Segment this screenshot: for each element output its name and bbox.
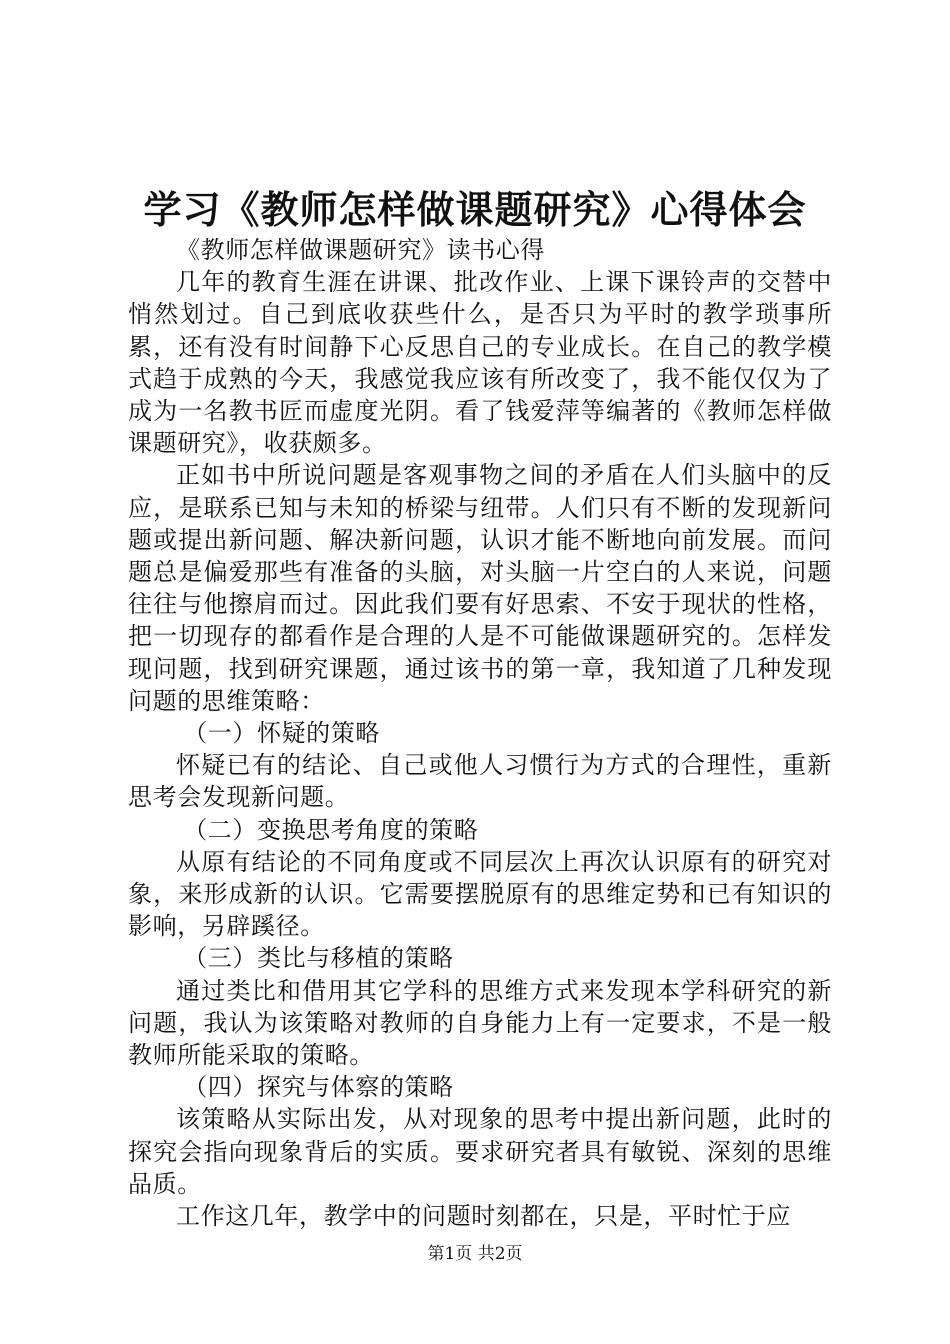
page-number-footer: 第1页 共2页 <box>427 1244 523 1264</box>
body-paragraph: 工作这几年，教学中的问题时刻都在，只是，平时忙于应 <box>176 1202 791 1231</box>
body-paragraph: 通过类比和借用其它学科的思维方式来发现本学科研究的新问题，我认为该策略对教师的自身能力上有一定要求，不是一般教师所能采取的策略。 <box>128 976 832 1070</box>
document-title: 学习《教师怎样做课题研究》心得体会 <box>143 187 807 232</box>
body-paragraph: 几年的教育生涯在讲课、批改作业、上课下课铃声的交替中悄然划过。自己到底收获些什么，是否只为平时的教学琐事所累，还有没有时间静下心反思自己的专业成长。在自己的教学模式趋于成熟的今天，我感觉我应该有所改变了，我不能仅仅为了成为一名教书匠而虚度光阴。看了钱爱萍等编著的《教师怎样做课题研究》，收获颇多。 <box>128 268 832 458</box>
document-body <box>128 234 832 1232</box>
section-heading: （四）探究与体察的策略 <box>183 1073 454 1102</box>
body-paragraph: 该策略从实际出发，从对现象的思考中提出新问题，此时的探究会指向现象背后的实质。要求研究者具有敏锐、深刻的思维品质。 <box>128 1105 832 1198</box>
subtitle-paragraph: 《教师怎样做课题研究》读书心得 <box>176 236 545 264</box>
body-paragraph: 从原有结论的不同角度或不同层次上再次认识原有的研究对象，来形成新的认识。它需要摆脱原有的思维定势和已有知识的影响，另辟蹊径。 <box>128 847 832 941</box>
section-heading: （三）类比与移植的策略 <box>183 944 454 973</box>
body-paragraph: 正如书中所说问题是客观事物之间的矛盾在人们头脑中的反应，是联系已知与未知的桥梁与纽带。人们只有不断的发现新问题或提出新问题、解决新问题，认识才能不断地向前发展。而问题总是偏爱那些有准备的头脑，对头脑一片空白的人来说，问题往往与他擦肩而过。因此我们要有好思索、不安于现状的性格，把一切现存的都看作是合理的人是不可能做课题研究的。怎样发现问题，找到研究课题，通过该书的第一章，我知道了几种发现问题的思维策略： <box>128 461 832 715</box>
body-paragraph: 怀疑已有的结论、自己或他人习惯行为方式的合理性，重新思考会发现新问题。 <box>128 751 832 812</box>
section-heading: （一）怀疑的策略 <box>183 719 380 748</box>
section-heading: （二）变换思考角度的策略 <box>183 815 479 844</box>
